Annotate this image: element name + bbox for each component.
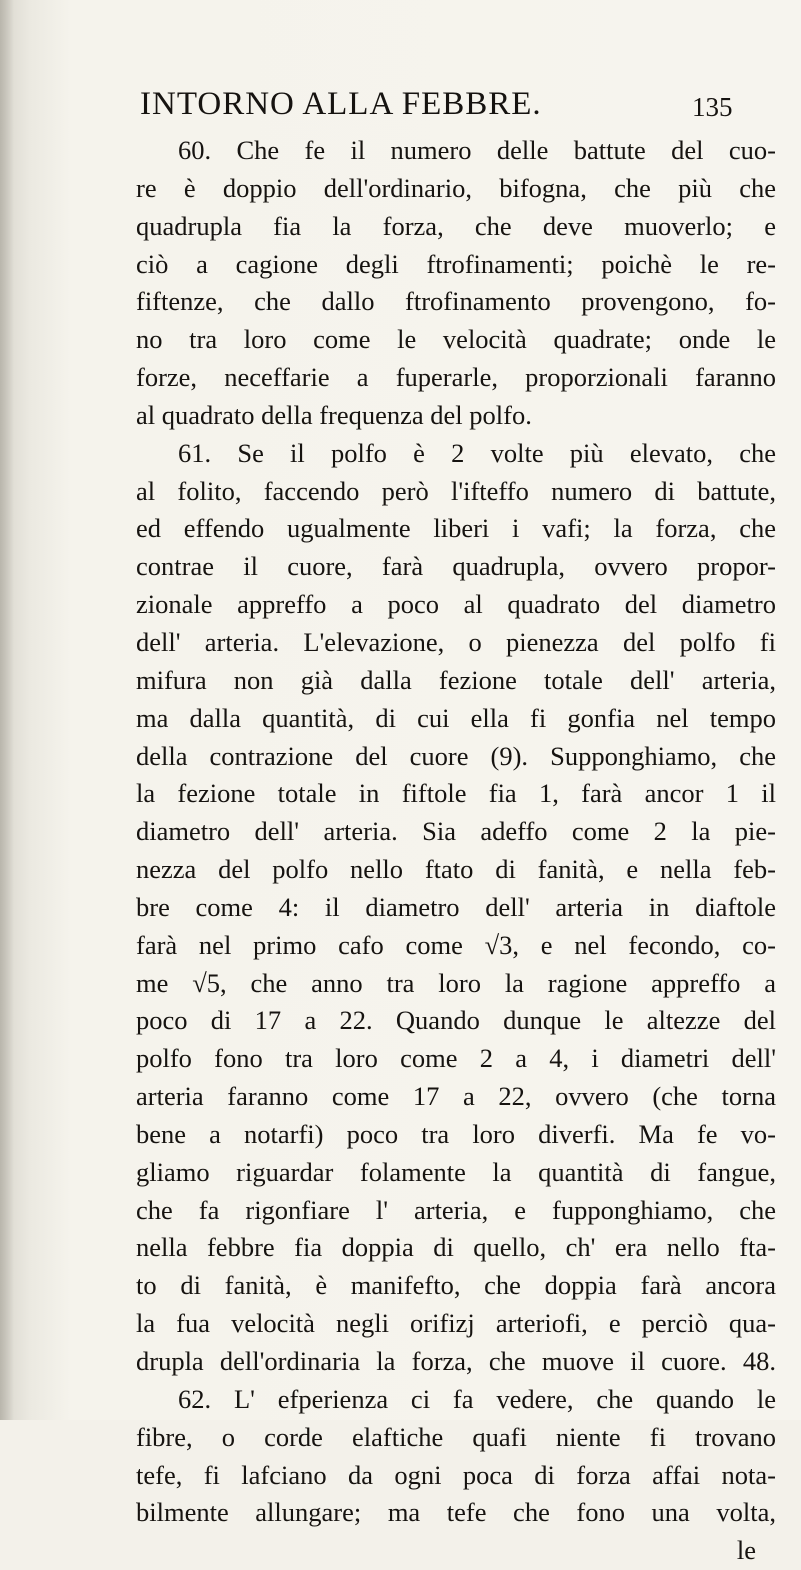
text-line: che fa rigonfiare l' arteria, e fupponghiamo, che [136, 1194, 776, 1225]
text-line: al quadrato della frequenza del polfo. [136, 399, 532, 430]
text-line: dell' arteria. L'elevazione, o pienezza del polfo fi [136, 626, 776, 657]
page-number: 135 [692, 92, 733, 122]
text-line: la fezione totale in fiftole fia 1, farà ancor 1 il [136, 778, 776, 809]
gutter-shadow [0, 0, 14, 1420]
text-line: me √5, che anno tra loro la ragione appreffo a [136, 967, 776, 998]
text-line: 62. L' efperienza ci fa vedere, che quando le [178, 1383, 776, 1414]
text-line: mifura non già dalla fezione totale dell' arteria, [136, 664, 776, 695]
text-line: zionale appreffo a poco al quadrato del diametro [136, 589, 776, 620]
text-line: gliamo riguardar folamente la quantità di fangue, [136, 1156, 776, 1187]
text-line: della contrazione del cuore (9). Supponghiamo, che [136, 740, 776, 771]
text-line: tefe, fi lafciano da ogni poca di forza affai nota- [136, 1459, 776, 1490]
text-line: polfo fono tra loro come 2 a 4, i diametri dell' [136, 1043, 776, 1074]
text-line: contrae il cuore, farà quadrupla, ovvero propor- [136, 551, 776, 582]
text-line: le [736, 1535, 756, 1566]
text-line: nella febbre fia doppia di quello, ch' era nello fta- [136, 1232, 776, 1263]
running-head [0, 86, 801, 126]
text-line: al folito, faccendo però l'ifteffo numero di battute, [136, 475, 776, 506]
text-line: no tra loro come le velocità quadrate; onde le [136, 324, 776, 355]
running-head-title: INTORNO ALLA FEBBRE. [140, 86, 542, 122]
text-line: drupla dell'ordinaria la forza, che muove il cuore. 48. [136, 1346, 776, 1376]
text-line: ciò a cagione degli ftrofinamenti; poichè le re- [136, 248, 776, 279]
text-line: fibre, o corde elaftiche quafi niente fi trovano [136, 1421, 776, 1452]
text-line: 61. Se il polfo è 2 volte più elevato, che [178, 437, 776, 468]
text-line: farà nel primo cafo come √3, e nel fecondo, co- [136, 929, 776, 960]
text-line: nezza del polfo nello ftato di fanità, e nella feb- [136, 854, 776, 885]
text-line: diametro dell' arteria. Sia adeffo come 2 la pie- [136, 816, 776, 847]
text-line: arteria faranno come 17 a 22, ovvero (che torna [136, 1081, 776, 1112]
text-line: poco di 17 a 22. Quando dunque le altezze del [136, 1005, 776, 1036]
text-line: quadrupla fia la forza, che deve muoverlo; e [136, 210, 776, 241]
text-line: fiftenze, che dallo ftrofinamento provengono, fo- [136, 286, 776, 317]
text-line: bilmente allungare; ma tefe che fono una volta, [136, 1497, 776, 1528]
text-line: to di fanità, è manifefto, che doppia farà ancora [136, 1270, 776, 1301]
text-line: 60. Che fe il numero delle battute del cuo- [178, 135, 776, 165]
text-line: ma dalla quantità, di cui ella fi gonfia nel tempo [136, 702, 776, 733]
text-line: ed effendo ugualmente liberi i vafi; la forza, che [136, 513, 776, 544]
text-line: bre come 4: il diametro dell' arteria in diaftole [136, 891, 776, 922]
text-line: forze, neceffarie a fuperarle, proporzionali faranno [136, 362, 776, 393]
body-text [136, 132, 776, 1570]
text-line: la fua velocità negli orifizj arteriofi, e perciò qua- [136, 1308, 776, 1339]
text-line: bene a notarfi) poco tra loro diverfi. Ma fe vo- [136, 1118, 776, 1149]
text-line: re è doppio dell'ordinario, bifogna, che più che [136, 172, 776, 203]
